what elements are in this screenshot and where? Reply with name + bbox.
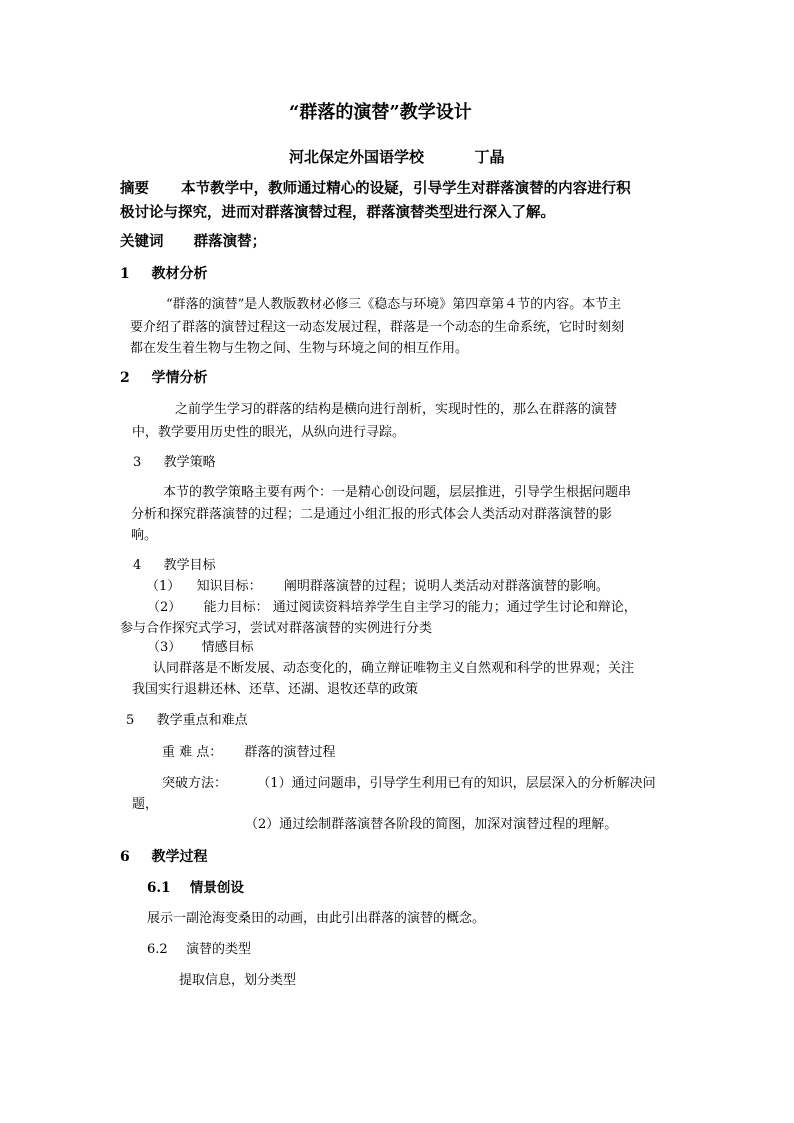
goal-1 bbox=[146, 578, 609, 596]
section-5-number: 5 bbox=[126, 713, 135, 728]
goal-3-label: 情感目标 bbox=[201, 640, 254, 655]
section-2-title: 学情分析 bbox=[151, 370, 208, 386]
section-6-heading bbox=[120, 848, 208, 866]
document-title: “群落的演替”教学设计 bbox=[289, 102, 472, 123]
section-1-para-line-1: “群落的演替”是人教版教材必修三《稳态与环境》第四章第４节的内容。本节主 bbox=[166, 297, 622, 312]
abstract-label: 摘要 bbox=[120, 180, 149, 197]
goal-1-text: 阐明群落演替的过程；说明人类活动对群落演替的影响。 bbox=[283, 579, 609, 594]
section-3-title: 教学策略 bbox=[163, 455, 216, 470]
subsection-6-2-number: 6.2 bbox=[147, 942, 168, 957]
goal-3-line-1: 认同群落是不断发展、动态变化的，确立辩证唯物主义自然观和科学的世界观；关注 bbox=[153, 661, 635, 676]
goal-3-number: （3） bbox=[147, 640, 182, 655]
subsection-6-1-text: 展示一副沧海变桑田的动画，由此引出群落的演替的概念。 bbox=[147, 911, 486, 926]
keywords-value: 群落演替； bbox=[193, 233, 267, 250]
section-3-para-line-2: 分析和探究群落演替的过程；二是通过小组汇报的形式体会人类活动对群落演替的影 bbox=[131, 507, 613, 522]
section-3-number: 3 bbox=[133, 455, 142, 470]
method-1-continued: 题， bbox=[132, 797, 159, 812]
section-4-title: 教学目标 bbox=[163, 558, 216, 573]
key-point-text: 群落的演替过程 bbox=[244, 745, 336, 760]
section-3-para-line-1: 本节的教学策略主要有两个：一是精心创设问题，层层推进，引导学生根据问题串 bbox=[163, 485, 632, 500]
section-1-title: 教材分析 bbox=[151, 266, 208, 282]
abstract-line-2: 极讨论与探究，进而对群落演替过程，群落演替类型进行深入了解。 bbox=[120, 204, 555, 221]
section-3-heading bbox=[133, 454, 216, 472]
method-label: 突破方法： bbox=[162, 776, 228, 791]
subsection-6-1-number: 6.1 bbox=[147, 880, 171, 896]
keywords bbox=[120, 233, 266, 251]
subsection-6-2-title: 演替的类型 bbox=[185, 942, 251, 957]
section-1-heading bbox=[120, 265, 208, 283]
key-point bbox=[162, 744, 336, 762]
goal-2-continued: 参与合作探究式学习，尝试对群落演替的实例进行分类 bbox=[120, 621, 433, 636]
goal-2-text: 通过阅读资料培养学生自主学习的能力；通过学生讨论和辩论， bbox=[272, 600, 637, 615]
subsection-6-1-title: 情景创设 bbox=[189, 880, 244, 896]
section-2-para-line-1: 之前学生学习的群落的结构是横向进行剖析，实现时性的，那么在群落的演替 bbox=[175, 402, 618, 417]
abstract-line-1 bbox=[120, 180, 631, 198]
section-3-para-line-3: 响。 bbox=[131, 528, 158, 543]
goal-2-label: 能力目标： bbox=[203, 600, 269, 615]
goal-3-line-2: 我国实行退耕还林、还草、还湖、退牧还草的政策 bbox=[132, 682, 419, 697]
section-5-heading bbox=[126, 712, 248, 730]
section-6-title: 教学过程 bbox=[151, 849, 208, 865]
byline bbox=[289, 148, 505, 166]
section-1-number: 1 bbox=[120, 266, 130, 282]
author-name: 丁晶 bbox=[474, 148, 505, 166]
goal-3 bbox=[147, 639, 254, 657]
section-6-number: 6 bbox=[120, 849, 130, 865]
section-4-number: 4 bbox=[133, 558, 142, 573]
key-point-label: 重 难 点： bbox=[162, 745, 223, 760]
subsection-6-1-heading bbox=[147, 879, 244, 897]
section-1-para-line-3: 都在发生着生物与生物之间、生物与环境之间的相互作用。 bbox=[130, 341, 469, 356]
section-4-heading bbox=[133, 557, 216, 575]
goal-2 bbox=[147, 599, 637, 617]
abstract-text-1: 本节教学中，教师通过精心的设疑，引导学生对群落演替的内容进行积 bbox=[181, 180, 631, 197]
section-1-para-line-2: 要介绍了群落的演替过程这一动态发展过程，群落是一个动态的生命系统，它时时刻刻 bbox=[130, 320, 625, 335]
goal-1-label: 知识目标： bbox=[196, 579, 262, 594]
subsection-6-2-text: 提取信息，划分类型 bbox=[179, 973, 297, 988]
method-1-text: （1）通过问题串，引导学生利用已有的知识，层层深入的分析解决问 bbox=[257, 776, 656, 791]
method-1 bbox=[162, 775, 656, 793]
goal-1-number: （1） bbox=[146, 579, 181, 594]
author-school: 河北保定外国语学校 bbox=[289, 148, 425, 166]
section-2-para-line-2: 中，教学要用历史性的眼光，从纵向进行寻踪。 bbox=[132, 425, 406, 440]
subsection-6-2-heading bbox=[147, 941, 251, 959]
goal-2-number: （2） bbox=[147, 600, 182, 615]
section-2-heading bbox=[120, 369, 208, 387]
method-2: （2）通过绘制群落演替各阶段的简图，加深对演替过程的理解。 bbox=[245, 817, 618, 832]
section-2-number: 2 bbox=[120, 370, 130, 386]
section-5-title: 教学重点和难点 bbox=[156, 713, 248, 728]
keywords-label: 关键词 bbox=[120, 233, 164, 250]
